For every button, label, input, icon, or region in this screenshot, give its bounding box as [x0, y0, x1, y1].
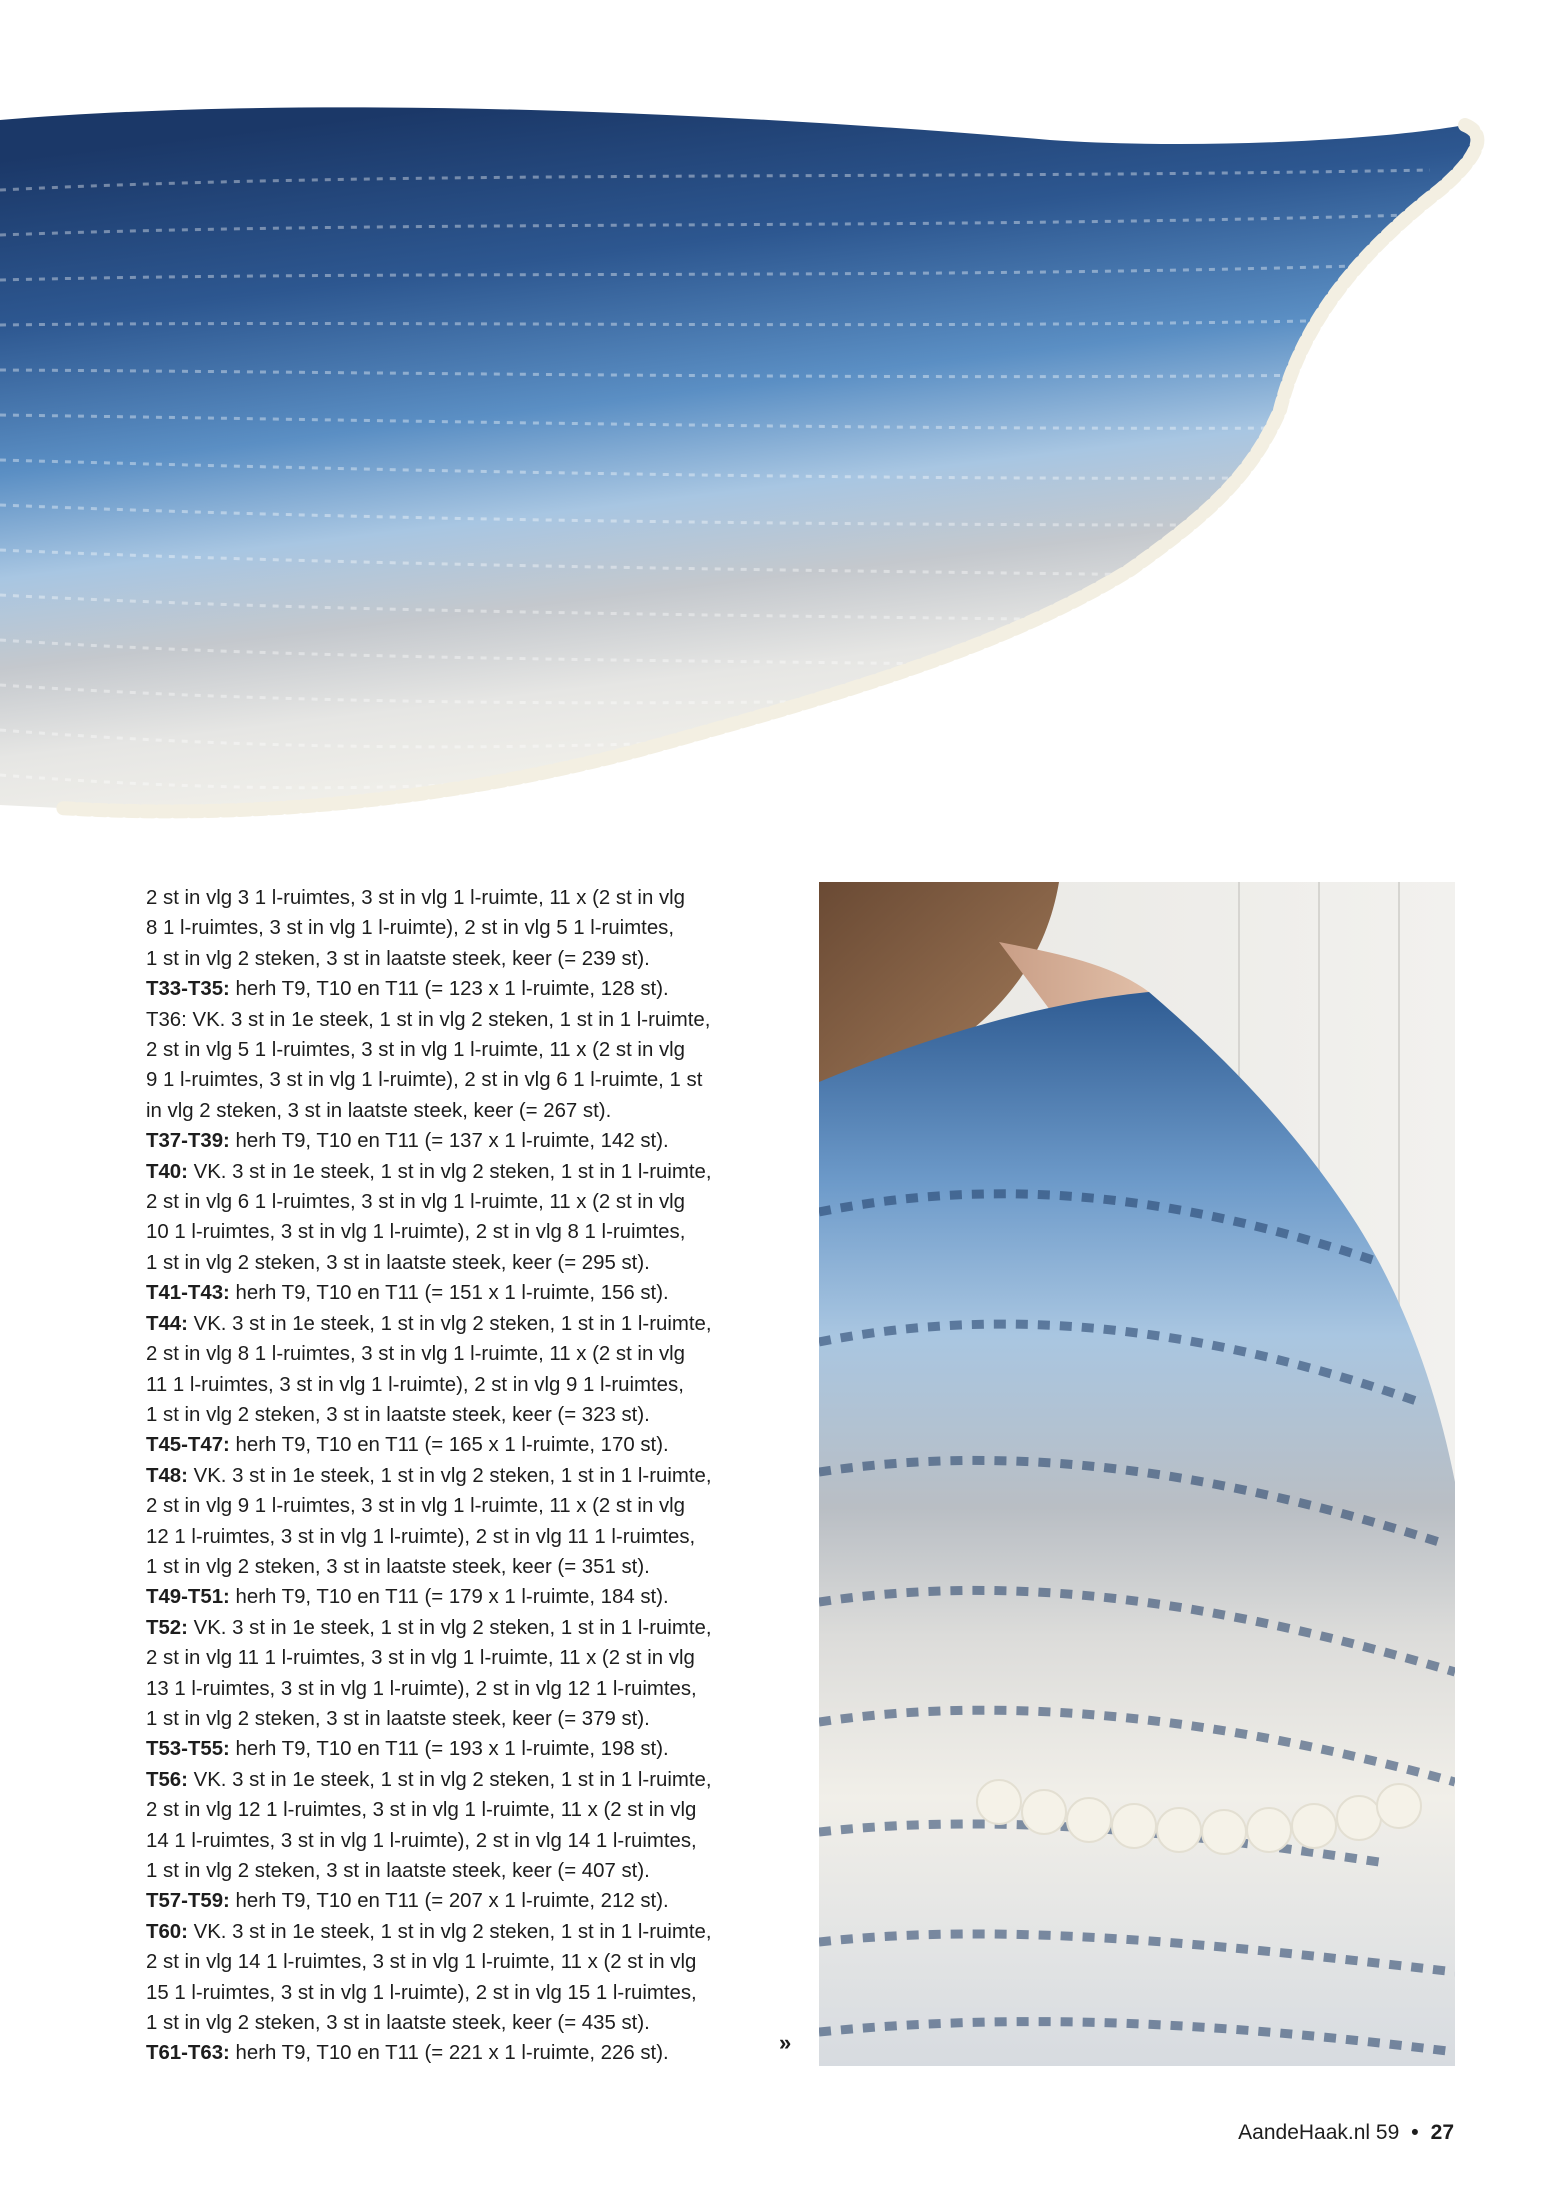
magazine-name: AandeHaak.nl 59: [1238, 2121, 1400, 2144]
pattern-text: VK. 3 st in 1e steek, 1 st in vlg 2 steken, 1 st in 1 l-ruimte,: [187, 1920, 712, 1943]
pattern-text: 1 st in vlg 2 steken, 3 st in laatste steek, keer (= 435 st).: [146, 2012, 650, 2035]
pattern-text: herh T9, T10 en T11 (= 179 x 1 l-ruimte, 184 st).: [229, 1586, 669, 1609]
pattern-line: [146, 1856, 786, 1886]
pattern-text: 13 1 l-ruimtes, 3 st in vlg 1 l-ruimte), 2 st in vlg 12 1 l-ruimtes,: [146, 1677, 697, 1700]
pattern-text: 2 st in vlg 8 1 l-ruimtes, 3 st in vlg 1 l-ruimte, 11 x (2 st in vlg: [146, 1343, 686, 1366]
round-label: T49-T51:: [146, 1586, 230, 1609]
pattern-line: [146, 1217, 786, 1247]
pattern-line: [146, 1370, 786, 1400]
pattern-line: [146, 1826, 786, 1856]
pattern-line: [146, 1248, 786, 1278]
pattern-line: [146, 1613, 786, 1643]
pattern-text: 2 st in vlg 6 1 l-ruimtes, 3 st in vlg 1 l-ruimte, 11 x (2 st in vlg: [146, 1191, 686, 1214]
pattern-text: 9 1 l-ruimtes, 3 st in vlg 1 l-ruimte), 2 st in vlg 6 1 l-ruimte, 1 st: [146, 1069, 703, 1092]
pattern-text: herh T9, T10 en T11 (= 151 x 1 l-ruimte, 156 st).: [229, 1282, 669, 1305]
pattern-line: [146, 1187, 786, 1217]
pattern-text: 8 1 l-ruimtes, 3 st in vlg 1 l-ruimte), 2 st in vlg 5 1 l-ruimtes,: [146, 917, 675, 940]
shawl-detail-photo: [819, 882, 1455, 2066]
pattern-text: 1 st in vlg 2 steken, 3 st in laatste steek, keer (= 323 st).: [146, 1403, 650, 1426]
round-label: T53-T55:: [146, 1738, 230, 1761]
pattern-line: [146, 1035, 786, 1065]
round-label: T56:: [146, 1768, 188, 1791]
pattern-text: VK. 3 st in 1e steek, 1 st in vlg 2 steken, 1 st in 1 l-ruimte,: [187, 1160, 712, 1183]
pattern-line: [146, 1704, 786, 1734]
pattern-line: [146, 913, 786, 943]
pattern-line: [146, 1309, 786, 1339]
pattern-text: 1 st in vlg 2 steken, 3 st in laatste steek, keer (= 351 st).: [146, 1555, 650, 1578]
pattern-text: 2 st in vlg 9 1 l-ruimtes, 3 st in vlg 1 l-ruimte, 11 x (2 st in vlg: [146, 1495, 686, 1518]
pattern-line: [146, 1674, 786, 1704]
pattern-line: [146, 1430, 786, 1460]
round-label: T52:: [146, 1616, 188, 1639]
pattern-text: herh T9, T10 en T11 (= 221 x 1 l-ruimte, 226 st).: [229, 2042, 669, 2065]
pattern-line: [146, 1491, 786, 1521]
pattern-text: herh T9, T10 en T11 (= 193 x 1 l-ruimte, 198 st).: [229, 1738, 669, 1761]
continue-mark: »: [779, 2030, 792, 2055]
pattern-line: [146, 2038, 786, 2068]
round-label: T57-T59:: [146, 1890, 230, 1913]
pattern-line: [146, 1065, 786, 1095]
pattern-text: VK. 3 st in 1e steek, 1 st in vlg 2 steken, 1 st in 1 l-ruimte,: [187, 1768, 712, 1791]
pattern-line: [146, 1096, 786, 1126]
round-label: T41-T43:: [146, 1282, 230, 1305]
pattern-text: 12 1 l-ruimtes, 3 st in vlg 1 l-ruimte), 2 st in vlg 11 1 l-ruimtes,: [146, 1525, 696, 1548]
pattern-line: [146, 1461, 786, 1491]
round-label: T48:: [146, 1464, 188, 1487]
round-label: T45-T47:: [146, 1434, 230, 1457]
pattern-instructions: [146, 883, 786, 2069]
pattern-line: [146, 1765, 786, 1795]
pattern-text: VK. 3 st in 1e steek, 1 st in vlg 2 steken, 1 st in 1 l-ruimte,: [187, 1616, 712, 1639]
footer-separator: •: [1411, 2121, 1419, 2144]
pattern-text: 2 st in vlg 5 1 l-ruimtes, 3 st in vlg 1 l-ruimte, 11 x (2 st in vlg: [146, 1039, 686, 1062]
pattern-line: [146, 1917, 786, 1947]
page-number: 27: [1430, 2121, 1454, 2144]
pattern-text: in vlg 2 steken, 3 st in laatste steek, keer (= 267 st).: [146, 1099, 612, 1122]
pattern-text: 2 st in vlg 14 1 l-ruimtes, 3 st in vlg 1 l-ruimte, 11 x (2 st in vlg: [146, 1951, 697, 1974]
pattern-line: [146, 1126, 786, 1156]
pattern-line: [146, 1795, 786, 1825]
pattern-line: [146, 2008, 786, 2038]
pattern-line: [146, 1582, 786, 1612]
round-label: T60:: [146, 1920, 188, 1943]
pattern-line: [146, 1005, 786, 1035]
round-label: T40:: [146, 1160, 188, 1183]
pattern-line: [146, 1886, 786, 1916]
pattern-text: 2 st in vlg 12 1 l-ruimtes, 3 st in vlg 1 l-ruimte, 11 x (2 st in vlg: [146, 1799, 697, 1822]
pattern-line: [146, 883, 786, 913]
pattern-text: 1 st in vlg 2 steken, 3 st in laatste steek, keer (= 379 st).: [146, 1707, 650, 1730]
pattern-line: [146, 1552, 786, 1582]
pattern-text: herh T9, T10 en T11 (= 123 x 1 l-ruimte, 128 st).: [229, 978, 669, 1001]
round-label: T33-T35:: [146, 978, 230, 1001]
round-label: T61-T63:: [146, 2042, 230, 2065]
page-footer: [1238, 2121, 1454, 2145]
pattern-text: 1 st in vlg 2 steken, 3 st in laatste steek, keer (= 295 st).: [146, 1251, 650, 1274]
pattern-line: [146, 944, 786, 974]
pattern-text: T36: VK. 3 st in 1e steek, 1 st in vlg 2 steken, 1 st in 1 l-ruimte,: [146, 1008, 711, 1031]
pattern-line: [146, 1978, 786, 2008]
pattern-line: [146, 1643, 786, 1673]
pattern-line: [146, 1400, 786, 1430]
pattern-text: herh T9, T10 en T11 (= 207 x 1 l-ruimte, 212 st).: [229, 1890, 669, 1913]
pattern-line: [146, 974, 786, 1004]
pattern-text: 10 1 l-ruimtes, 3 st in vlg 1 l-ruimte), 2 st in vlg 8 1 l-ruimtes,: [146, 1221, 686, 1244]
pattern-text: 2 st in vlg 3 1 l-ruimtes, 3 st in vlg 1 l-ruimte, 11 x (2 st in vlg: [146, 887, 686, 909]
pattern-text: 2 st in vlg 11 1 l-ruimtes, 3 st in vlg 1 l-ruimte, 11 x (2 st in vlg: [146, 1647, 695, 1670]
pattern-text: 1 st in vlg 2 steken, 3 st in laatste steek, keer (= 407 st).: [146, 1860, 650, 1882]
pattern-text: VK. 3 st in 1e steek, 1 st in vlg 2 steken, 1 st in 1 l-ruimte,: [187, 1464, 712, 1487]
pattern-line: [146, 1734, 786, 1764]
pattern-text: 11 1 l-ruimtes, 3 st in vlg 1 l-ruimte), 2 st in vlg 9 1 l-ruimtes,: [146, 1373, 684, 1396]
pattern-text: 15 1 l-ruimtes, 3 st in vlg 1 l-ruimte), 2 st in vlg 15 1 l-ruimtes,: [146, 1981, 697, 2004]
pattern-line: [146, 1157, 786, 1187]
pattern-line: [146, 1947, 786, 1977]
pattern-text: 14 1 l-ruimtes, 3 st in vlg 1 l-ruimte), 2 st in vlg 14 1 l-ruimtes,: [146, 1829, 697, 1852]
pattern-line: [146, 1522, 786, 1552]
pattern-text: herh T9, T10 en T11 (= 165 x 1 l-ruimte, 170 st).: [229, 1434, 669, 1457]
round-label: T44:: [146, 1312, 188, 1335]
pattern-text: VK. 3 st in 1e steek, 1 st in vlg 2 steken, 1 st in 1 l-ruimte,: [187, 1312, 712, 1335]
pattern-line: [146, 1339, 786, 1369]
pattern-line: [146, 1278, 786, 1308]
round-label: T37-T39:: [146, 1130, 230, 1153]
pattern-text: herh T9, T10 en T11 (= 137 x 1 l-ruimte, 142 st).: [229, 1130, 669, 1153]
pattern-text: 1 st in vlg 2 steken, 3 st in laatste steek, keer (= 239 st).: [146, 947, 650, 970]
shawl-photo: [0, 0, 1510, 830]
